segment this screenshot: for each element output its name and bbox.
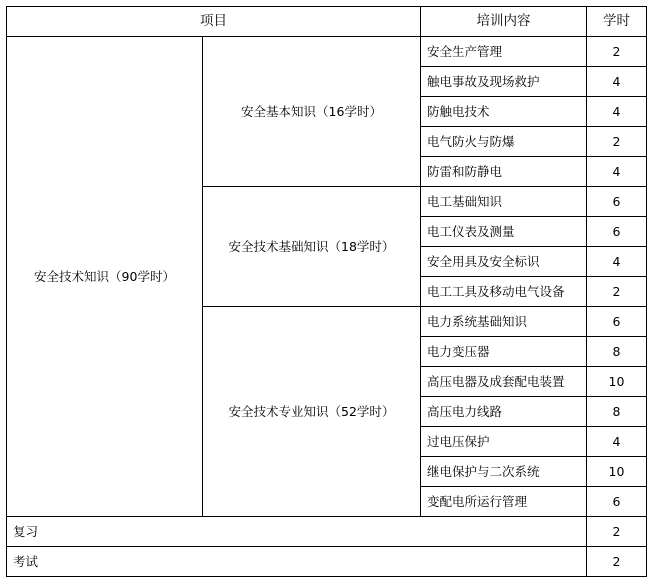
topic-cell: 电工工具及移动电气设备 xyxy=(421,277,587,307)
topic-cell: 安全生产管理 xyxy=(421,37,587,67)
curriculum-table xyxy=(6,6,647,577)
hours-cell: 2 xyxy=(587,277,647,307)
group-cell: 安全技术专业知识（52学时） xyxy=(203,307,421,517)
topic-cell: 电力系统基础知识 xyxy=(421,307,587,337)
hours-cell: 2 xyxy=(587,547,647,577)
column-header-content: 培训内容 xyxy=(421,7,587,37)
table-row xyxy=(7,547,647,577)
hours-cell: 6 xyxy=(587,217,647,247)
hours-cell: 4 xyxy=(587,67,647,97)
topic-cell: 高压电力线路 xyxy=(421,397,587,427)
category-cell: 安全技术知识（90学时） xyxy=(7,37,203,517)
table-row xyxy=(7,517,647,547)
hours-cell: 2 xyxy=(587,37,647,67)
topic-cell: 高压电器及成套配电装置 xyxy=(421,367,587,397)
topic-cell: 电气防火与防爆 xyxy=(421,127,587,157)
topic-cell: 变配电所运行管理 xyxy=(421,487,587,517)
hours-cell: 10 xyxy=(587,457,647,487)
column-header-hours: 学时 xyxy=(587,7,647,37)
hours-cell: 10 xyxy=(587,367,647,397)
table-body xyxy=(7,37,647,577)
hours-cell: 6 xyxy=(587,187,647,217)
hours-cell: 6 xyxy=(587,307,647,337)
hours-cell: 6 xyxy=(587,487,647,517)
hours-cell: 4 xyxy=(587,97,647,127)
table-header-row xyxy=(7,7,647,37)
topic-cell: 防触电技术 xyxy=(421,97,587,127)
topic-cell: 触电事故及现场救护 xyxy=(421,67,587,97)
topic-cell: 电工基础知识 xyxy=(421,187,587,217)
table-header xyxy=(7,7,647,37)
topic-cell: 电力变压器 xyxy=(421,337,587,367)
exam-row-label: 考试 xyxy=(7,547,587,577)
group-cell: 安全基本知识（16学时） xyxy=(203,37,421,187)
topic-cell: 过电压保护 xyxy=(421,427,587,457)
hours-cell: 4 xyxy=(587,247,647,277)
review-row-label: 复习 xyxy=(7,517,587,547)
hours-cell: 2 xyxy=(587,517,647,547)
hours-cell: 2 xyxy=(587,127,647,157)
topic-cell: 防雷和防静电 xyxy=(421,157,587,187)
topic-cell: 安全用具及安全标识 xyxy=(421,247,587,277)
group-cell: 安全技术基础知识（18学时） xyxy=(203,187,421,307)
hours-cell: 4 xyxy=(587,157,647,187)
hours-cell: 8 xyxy=(587,397,647,427)
table-row xyxy=(7,37,647,67)
hours-cell: 8 xyxy=(587,337,647,367)
topic-cell: 继电保护与二次系统 xyxy=(421,457,587,487)
column-header-project: 项目 xyxy=(7,7,421,37)
topic-cell: 电工仪表及测量 xyxy=(421,217,587,247)
hours-cell: 4 xyxy=(587,427,647,457)
